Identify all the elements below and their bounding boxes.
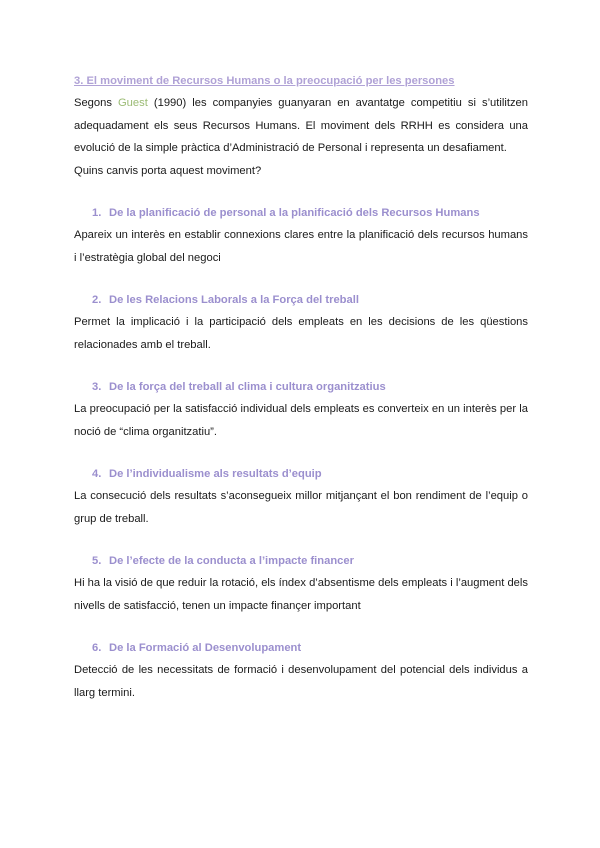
item-heading: [74, 637, 528, 659]
item-number: 1.: [92, 207, 102, 219]
item-text: Detecció de les necessitats de formació i desenvolupament del potencial dels individus a llarg termini.: [74, 664, 528, 699]
item-title: De la planificació de personal a la planificació dels Recursos Humans: [109, 207, 480, 219]
item-title: De la força del treball al clima i cultura organitzatius: [109, 381, 386, 393]
item-number: 6.: [92, 642, 102, 654]
list-item: [74, 289, 528, 356]
item-title: De la Formació al Desenvolupament: [109, 642, 302, 654]
item-heading: [74, 550, 528, 572]
item-text: La consecució dels resultats s’aconsegueix millor mitjançant el bon rendiment de l’equip o grup de treball.: [74, 490, 528, 525]
section-title: 3. El moviment de Recursos Humans o la preocupació per les persones: [74, 75, 455, 87]
item-text: Permet la implicació i la participació dels empleats en les decisions de les qüestions relacionades amb el treball.: [74, 316, 528, 351]
item-title: De l’efecte de la conducta a l’impacte financer: [109, 555, 354, 567]
list-item: [74, 463, 528, 530]
item-text: Apareix un interès en establir connexions clares entre la planificació dels recursos humans i l’estratègia global del negoci: [74, 229, 528, 264]
list-item: [74, 550, 528, 617]
item-title: De l’individualisme als resultats d’equip: [109, 468, 322, 480]
item-number: 3.: [92, 381, 102, 393]
item-text: La preocupació per la satisfacció individual dels empleats es converteix en un interès per la noció de “clima organitzatiu”.: [74, 403, 528, 438]
item-number: 5.: [92, 555, 102, 567]
item-text: Hi ha la visió de que reduir la rotació, els índex d’absentisme dels empleats i l’augment dels nivells de satisfacció, tenen un impacte finançer important: [74, 577, 528, 612]
intro-before: Segons: [74, 97, 118, 109]
list-item: [74, 202, 528, 269]
item-number: 4.: [92, 468, 102, 480]
guest-citation: Guest: [117, 97, 148, 109]
document-page: [74, 70, 528, 704]
item-heading: [74, 202, 528, 224]
list-item: [74, 376, 528, 443]
item-heading: [74, 463, 528, 485]
item-number: 2.: [92, 294, 102, 306]
list-item: [74, 637, 528, 704]
question-text: Quins canvis porta aquest moviment?: [74, 164, 262, 177]
intro-paragraph: [74, 92, 528, 160]
intro-after: (1990) les companyies guanyaran en avantatge competitiu si s’utilitzen adequadament els seus Recursos Humans. El moviment dels RRHH es considera una evolució de la simple pràctica d’Administració de Personal i representa un desafiament.: [74, 97, 528, 154]
item-title: De les Relacions Laborals a la Força del treball: [109, 294, 359, 306]
item-heading: [74, 376, 528, 398]
item-heading: [74, 289, 528, 311]
